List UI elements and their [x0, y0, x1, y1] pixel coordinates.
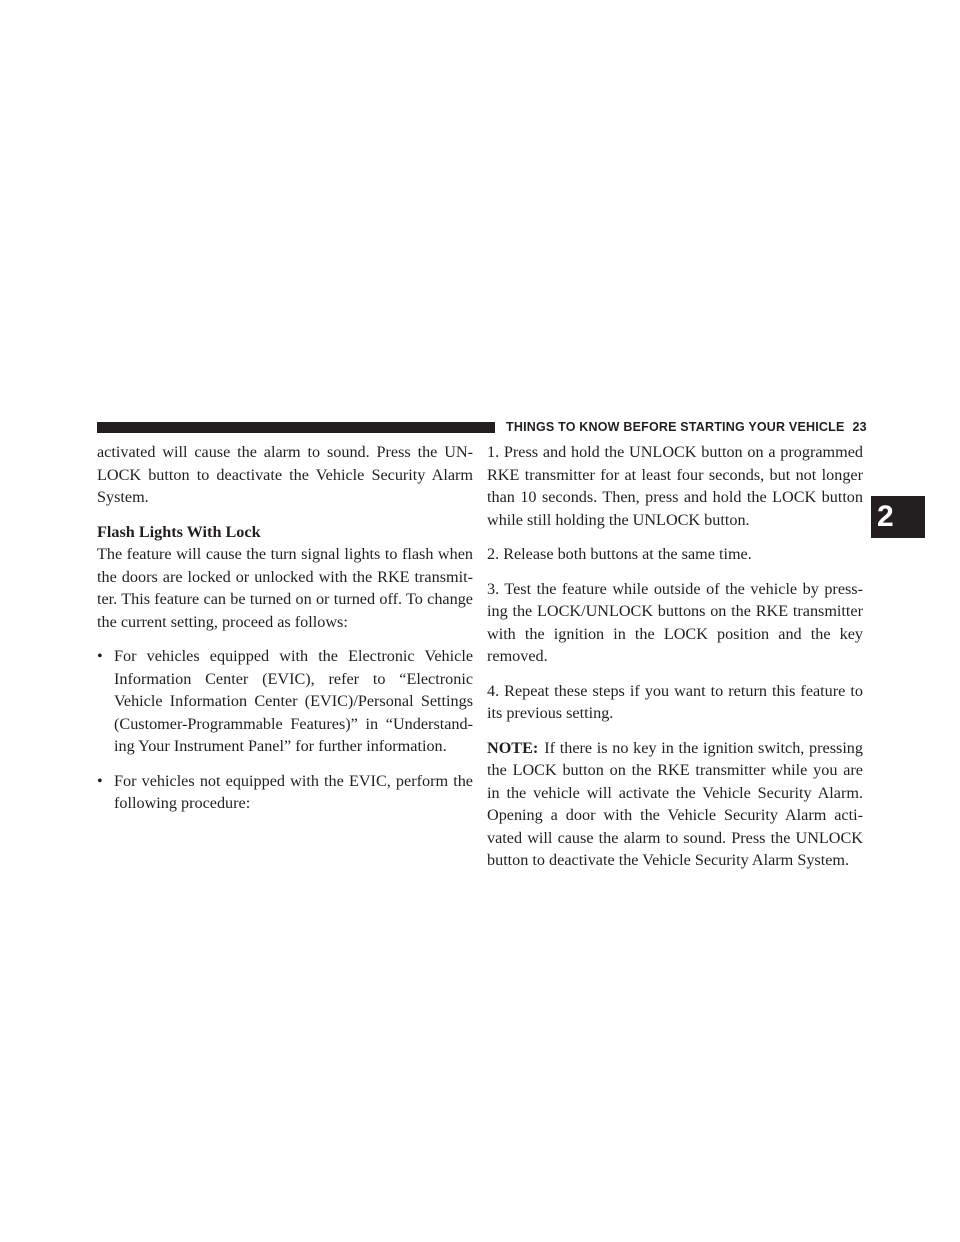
note-label: NOTE:: [487, 738, 539, 757]
step-1: 1. Press and hold the UNLOCK button on a programmed RKE transmitter for at least four seconds, but not longer than 10 seconds. Then, press and hold the LOCK button while still holding the UNLOCK button.: [487, 443, 863, 529]
step-4: 4. Repeat these steps if you want to return this feature to its previous setting.: [487, 681, 863, 722]
section-heading: Flash Lights With Lock: [97, 522, 261, 541]
section-title: THINGS TO KNOW BEFORE STARTING YOUR VEHICLE: [506, 420, 845, 434]
bullet-icon: •: [97, 771, 103, 790]
bullet-item: [97, 645, 473, 758]
chapter-tab: 2: [871, 496, 925, 538]
bullet-icon: •: [97, 647, 103, 665]
step-2: 2. Release both buttons at the same time.: [487, 545, 752, 563]
page-number: 23: [852, 420, 867, 434]
note-text: If there is no key in the ignition switch, pressing the LOCK button on the RKE transmitter while you are in the vehicle will activate the Vehicle Security Alarm. Opening a door with the Vehicle Security Alarm acti-vated will cause the alarm to sound. Press the UNLOCK button to deactivate the Vehicle Security Alarm System.: [487, 738, 863, 869]
continuation-paragraph: activated will cause the alarm to sound. Press the UN-LOCK button to deactivate the Vehicle Security Alarm System.: [97, 443, 473, 506]
bullet-item: [97, 770, 473, 815]
bullet-text: For vehicles not equipped with the EVIC, perform the following procedure:: [114, 771, 473, 812]
running-header: [506, 418, 867, 436]
right-column: [487, 441, 863, 872]
intro-paragraph: The feature will cause the turn signal lights to flash when the doors are locked or unlocked with the RKE transmit-ter. This feature can be turned on or turned off. To change the current setting, proceed as follows:: [97, 545, 473, 631]
bullet-text: For vehicles equipped with the Electronic Vehicle Information Center (EVIC), refer to “Electronic Vehicle Information Center (EVIC)/Personal Settings (Customer-Programmable Features)” in “Understand-ing Your Instrument Panel” for further information.: [114, 647, 473, 755]
left-column: [97, 441, 473, 815]
header-rule: [97, 422, 495, 433]
step-3: 3. Test the feature while outside of the vehicle by press-ing the LOCK/UNLOCK buttons on the RKE transmitter with the ignition in the LOCK position and the key removed.: [487, 579, 863, 665]
note-paragraph: [487, 737, 863, 872]
